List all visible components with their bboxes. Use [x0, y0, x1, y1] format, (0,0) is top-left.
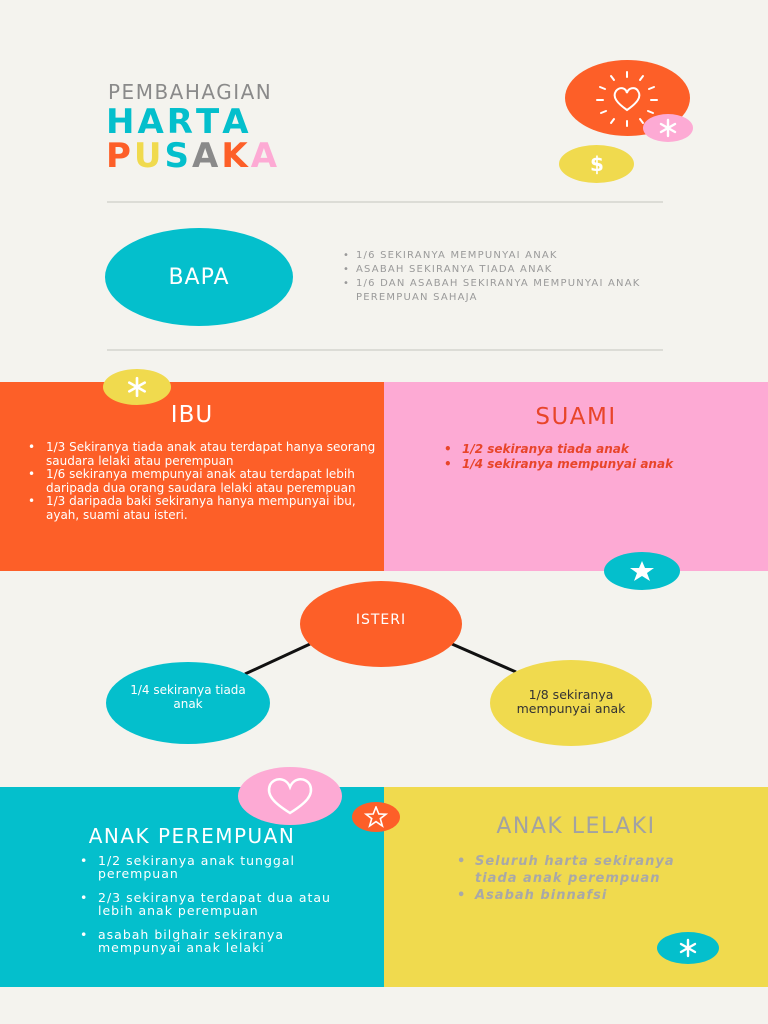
list-item: • 1/6 SEKIRANYA MEMPUNYAI ANAK: [356, 249, 686, 263]
bapa-label: BAPA: [168, 264, 230, 290]
bapa-bubble: [105, 228, 293, 326]
title-letter: T: [195, 102, 223, 142]
anak-perempuan-panel: [0, 787, 384, 987]
isteri-right-bubble: [490, 660, 652, 746]
title-letter: U: [133, 136, 165, 176]
orange-star-badge: [352, 802, 400, 832]
isteri-right-text: 1/8 sekiranya mempunyai anak: [516, 687, 626, 716]
isteri-label: ISTERI: [355, 612, 407, 628]
list-item: • ASABAH SEKIRANYA TIADA ANAK: [356, 263, 686, 277]
list-item: • Seluruh harta sekiranya tiada anak perempuan: [475, 853, 715, 887]
dollar-icon: [585, 152, 609, 176]
title-letter: A: [137, 102, 167, 142]
list-item: • 1/6 DAN ASABAH SEKIRANYA MEMPUNYAI ANAK PEREMPUAN SAHAJA: [356, 277, 686, 305]
bapa-list: [340, 249, 686, 305]
teal-asterisk-badge: [657, 932, 719, 964]
title-letter: H: [106, 102, 138, 142]
suami-list: [462, 442, 752, 472]
list-item: • 1/2 sekiranya tiada anak: [462, 442, 752, 457]
anak-perempuan-list: [98, 854, 348, 965]
anak-perempuan-title: ANAK PEREMPUAN: [88, 824, 296, 848]
isteri-left-bubble: [106, 662, 270, 744]
title-letter: K: [221, 136, 251, 176]
connector-line: [245, 644, 310, 674]
title-letter: A: [222, 102, 252, 142]
suami-title: SUAMI: [535, 404, 617, 430]
list-item: • Asabah binnafsi: [475, 887, 715, 904]
list-item: • 1/2 sekiranya anak tunggal perempuan: [98, 854, 348, 880]
ibu-panel: [0, 382, 384, 571]
list-item: • 1/4 sekiranya mempunyai anak: [462, 457, 752, 472]
asterisk-icon: [658, 118, 678, 138]
ibu-title: IBU: [170, 402, 214, 428]
teal-flower-badge: [604, 552, 680, 590]
title-letter: A: [192, 136, 222, 176]
yellow-asterisk-badge: [103, 369, 171, 405]
star-icon: [364, 806, 388, 828]
title-pusaka: [106, 136, 280, 176]
svg-text:$: $: [589, 152, 604, 176]
pink-asterisk-badge: [643, 114, 693, 142]
list-item: • 1/3 daripada baki sekiranya hanya mempunyai ibu, ayah, suami atau isteri.: [46, 495, 376, 522]
title-letter: A: [250, 136, 281, 176]
title-letter: S: [164, 136, 193, 176]
dollar-badge: [559, 145, 634, 183]
title-subtitle: PEMBAHAGIAN: [108, 80, 273, 104]
list-item: • asabah bilghair sekiranya mempunyai anak lelaki: [98, 928, 348, 954]
connector-line: [452, 644, 516, 672]
divider: [107, 349, 663, 351]
heart-icon: [260, 773, 320, 819]
isteri-bubble: [300, 581, 462, 667]
suami-panel: [384, 382, 768, 571]
divider: [107, 201, 663, 203]
title-letter: P: [106, 136, 134, 176]
flower-icon: [627, 559, 657, 583]
title-letter: R: [166, 102, 196, 142]
pink-heart-badge: [238, 767, 342, 825]
anak-lelaki-title: ANAK LELAKI: [496, 814, 656, 839]
asterisk-icon: [678, 938, 698, 958]
list-item: • 1/3 Sekiranya tiada anak atau terdapat hanya seorang saudara lelaki atau perempuan: [46, 441, 376, 468]
asterisk-icon: [126, 376, 148, 398]
anak-lelaki-list: [475, 853, 715, 904]
isteri-left-text: 1/4 sekiranya tiada anak: [130, 683, 246, 711]
list-item: • 2/3 sekiranya terdapat dua atau lebih anak perempuan: [98, 891, 348, 917]
ibu-list: [46, 441, 376, 523]
list-item: • 1/6 sekiranya mempunyai anak atau terdapat lebih daripada dua orang saudara lelaki atau perempuan: [46, 468, 376, 495]
